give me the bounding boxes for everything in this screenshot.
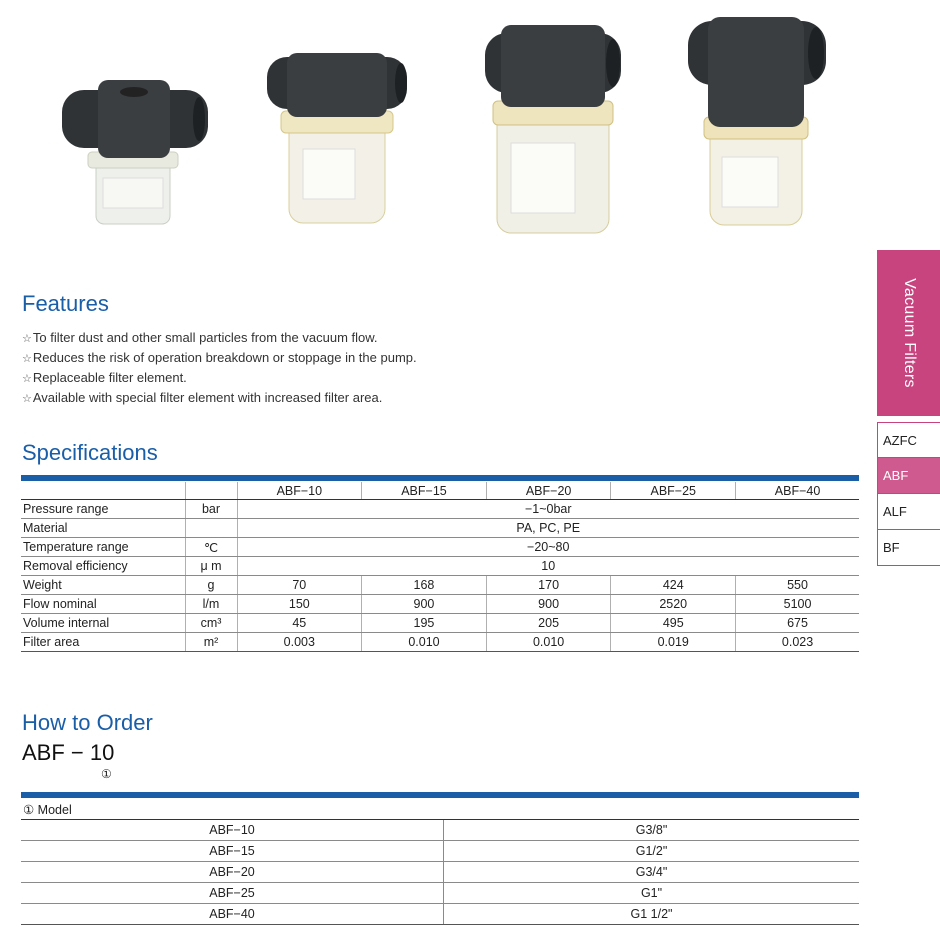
spec-label: Temperature range: [21, 538, 185, 557]
feature-item: ☆To filter dust and other small particles from the vacuum flow.: [22, 330, 378, 345]
star-icon: ☆: [22, 353, 32, 365]
spec-value: 550: [736, 576, 859, 595]
order-model: ABF−15: [21, 841, 444, 862]
spec-value: 70: [237, 576, 362, 595]
spec-value: 150: [237, 595, 362, 614]
spec-row-filter-area: [21, 633, 859, 652]
spec-row-material: [21, 519, 859, 538]
order-port: G3/4": [444, 862, 860, 883]
feature-item: ☆Replaceable filter element.: [22, 370, 187, 385]
spec-header-row: [21, 482, 859, 500]
order-header: ① Model: [21, 799, 859, 820]
star-icon: ☆: [22, 373, 32, 385]
spec-value: 0.003: [237, 633, 362, 652]
side-navigation: [877, 250, 940, 566]
filter-abf-25-image: [688, 17, 828, 232]
filter-abf-10-image: [58, 80, 208, 240]
spec-label: Material: [21, 519, 185, 538]
spec-row-weight: [21, 576, 859, 595]
order-row: [21, 862, 859, 883]
spec-value: 2520: [611, 595, 736, 614]
order-row: [21, 883, 859, 904]
order-model: ABF−40: [21, 904, 444, 925]
spec-value: 495: [611, 614, 736, 633]
spec-row-pressure: [21, 500, 859, 519]
spec-value: 170: [486, 576, 611, 595]
side-nav-item-alf[interactable]: ALF: [877, 494, 940, 530]
side-nav-item-abf[interactable]: ABF: [877, 458, 940, 494]
side-nav-title[interactable]: Vacuum Filters: [877, 250, 940, 416]
spec-value: 0.023: [736, 633, 859, 652]
order-header-row: [21, 799, 859, 820]
spec-common-value: PA, PC, PE: [237, 519, 859, 538]
model-header: ABF−15: [362, 482, 487, 500]
star-icon: ☆: [22, 393, 32, 405]
spec-row-temperature: [21, 538, 859, 557]
star-icon: ☆: [22, 333, 32, 345]
order-row: [21, 904, 859, 925]
spec-value: 424: [611, 576, 736, 595]
spec-row-efficiency: [21, 557, 859, 576]
order-divider-bar: [21, 792, 859, 798]
spec-label: Filter area: [21, 633, 185, 652]
model-header: ABF−25: [611, 482, 736, 500]
spec-value: 205: [486, 614, 611, 633]
order-port: G3/8": [444, 820, 860, 841]
spec-common-value: −1~0bar: [237, 500, 859, 519]
features-list: [22, 328, 417, 408]
features-heading: Features: [22, 291, 109, 316]
spec-unit: μ m: [185, 557, 237, 576]
spec-value: 5100: [736, 595, 859, 614]
spec-row-volume: [21, 614, 859, 633]
spec-divider-bar: [21, 475, 859, 481]
spec-label: Flow nominal: [21, 595, 185, 614]
order-model: ABF−10: [21, 820, 444, 841]
spec-row-flow: [21, 595, 859, 614]
order-model: ABF−25: [21, 883, 444, 904]
spec-value: 45: [237, 614, 362, 633]
order-model: ABF−20: [21, 862, 444, 883]
spec-common-value: −20~80: [237, 538, 859, 557]
spec-value: 168: [362, 576, 487, 595]
filter-abf-20-image: [483, 25, 623, 240]
spec-value: 0.010: [362, 633, 487, 652]
spec-value: 0.019: [611, 633, 736, 652]
spec-unit: m²: [185, 633, 237, 652]
spec-unit: g: [185, 576, 237, 595]
order-port: G1 1/2": [444, 904, 860, 925]
model-header: ABF−20: [486, 482, 611, 500]
spec-value: 675: [736, 614, 859, 633]
spec-common-value: 10: [237, 557, 859, 576]
spec-label: Pressure range: [21, 500, 185, 519]
side-nav-item-bf[interactable]: BF: [877, 530, 940, 566]
side-nav-item-azfc[interactable]: AZFC: [877, 422, 940, 458]
spec-unit: [185, 519, 237, 538]
spec-value: 900: [486, 595, 611, 614]
spec-value: 900: [362, 595, 487, 614]
spec-unit: l/m: [185, 595, 237, 614]
model-header: ABF−10: [237, 482, 362, 500]
spec-value: 0.010: [486, 633, 611, 652]
spec-unit: ℃: [185, 538, 237, 557]
feature-item: ☆Available with special filter element with increased filter area.: [22, 390, 383, 405]
spec-label: Weight: [21, 576, 185, 595]
model-header: ABF−40: [736, 482, 859, 500]
spec-unit: cm³: [185, 614, 237, 633]
how-to-order-heading: How to Order: [22, 710, 153, 735]
order-port: G1": [444, 883, 860, 904]
feature-item: ☆Reduces the risk of operation breakdown or stoppage in the pump.: [22, 350, 417, 365]
filter-abf-15-image: [265, 53, 410, 228]
spec-label: Removal efficiency: [21, 557, 185, 576]
order-row: [21, 820, 859, 841]
specifications-table: [21, 482, 859, 652]
specifications-heading: Specifications: [22, 440, 158, 465]
order-code-marker: ①: [101, 767, 112, 781]
product-images: [0, 0, 860, 240]
spec-unit: bar: [185, 500, 237, 519]
spec-label: Volume internal: [21, 614, 185, 633]
order-model-table: [21, 799, 859, 925]
spec-value: 195: [362, 614, 487, 633]
order-row: [21, 841, 859, 862]
order-code: ABF − 10: [22, 740, 115, 765]
order-port: G1/2": [444, 841, 860, 862]
